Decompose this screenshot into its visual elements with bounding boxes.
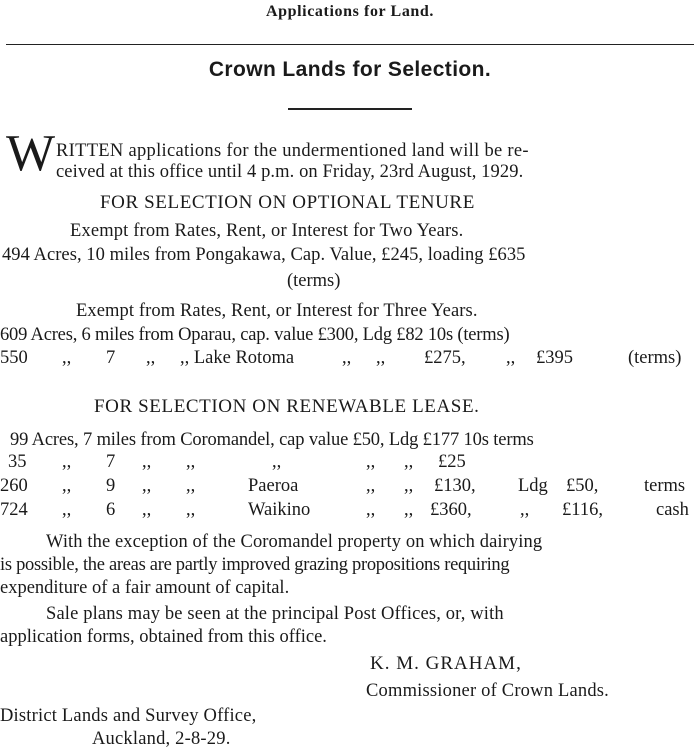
signature-name: K. M. GRAHAM,: [370, 653, 522, 674]
optional-row-1: 494 Acres, 10 miles from Pongakawa, Cap. Value, £245, loading £635: [2, 245, 526, 265]
top-rule: [6, 44, 694, 45]
notice-title: Crown Lands for Selection.: [208, 58, 492, 81]
signature-title: Commissioner of Crown Lands.: [366, 681, 610, 701]
optional-sub-two-years: Exempt from Rates, Rent, or Interest for Two Years.: [70, 221, 464, 241]
drop-cap: W: [6, 125, 56, 182]
office-line-1: District Lands and Survey Office,: [0, 706, 257, 726]
optional-tenure-heading: FOR SELECTION ON OPTIONAL TENURE: [100, 192, 475, 213]
office-line-2: Auckland, 2-8-29.: [92, 729, 231, 749]
optional-row-1-terms: (terms): [287, 271, 341, 291]
para-1-line-2: is possible, the areas are partly improved grazing propositions requiring: [0, 555, 510, 575]
para-2-line-2: application forms, obtained from this office.: [0, 627, 327, 647]
para-2-line-1: Sale plans may be seen at the principal Post Offices, or, with: [46, 604, 504, 624]
running-head: Applications for Land.: [265, 3, 435, 20]
renewable-row-1: 99 Acres, 7 miles from Coromandel, cap value £50, Ldg £177 10s terms: [10, 430, 534, 450]
para-1-line-3: expenditure of a fair amount of capital.: [0, 578, 290, 598]
optional-row-2: 609 Acres, 6 miles from Oparau, cap. value £300, Ldg £82 10s (terms): [0, 325, 510, 345]
renewable-lease-heading: FOR SELECTION ON RENEWABLE LEASE.: [94, 396, 480, 417]
title-rule: [288, 108, 412, 110]
optional-sub-three-years: Exempt from Rates, Rent, or Interest for Three Years.: [76, 301, 478, 321]
intro-line-2: ceived at this office until 4 p.m. on Friday, 23rd August, 1929.: [56, 162, 524, 182]
para-1-line-1: With the exception of the Coromandel property on which dairying: [46, 532, 543, 552]
intro-line-1: RITTEN applications for the undermentioned land will be re-: [56, 141, 529, 161]
